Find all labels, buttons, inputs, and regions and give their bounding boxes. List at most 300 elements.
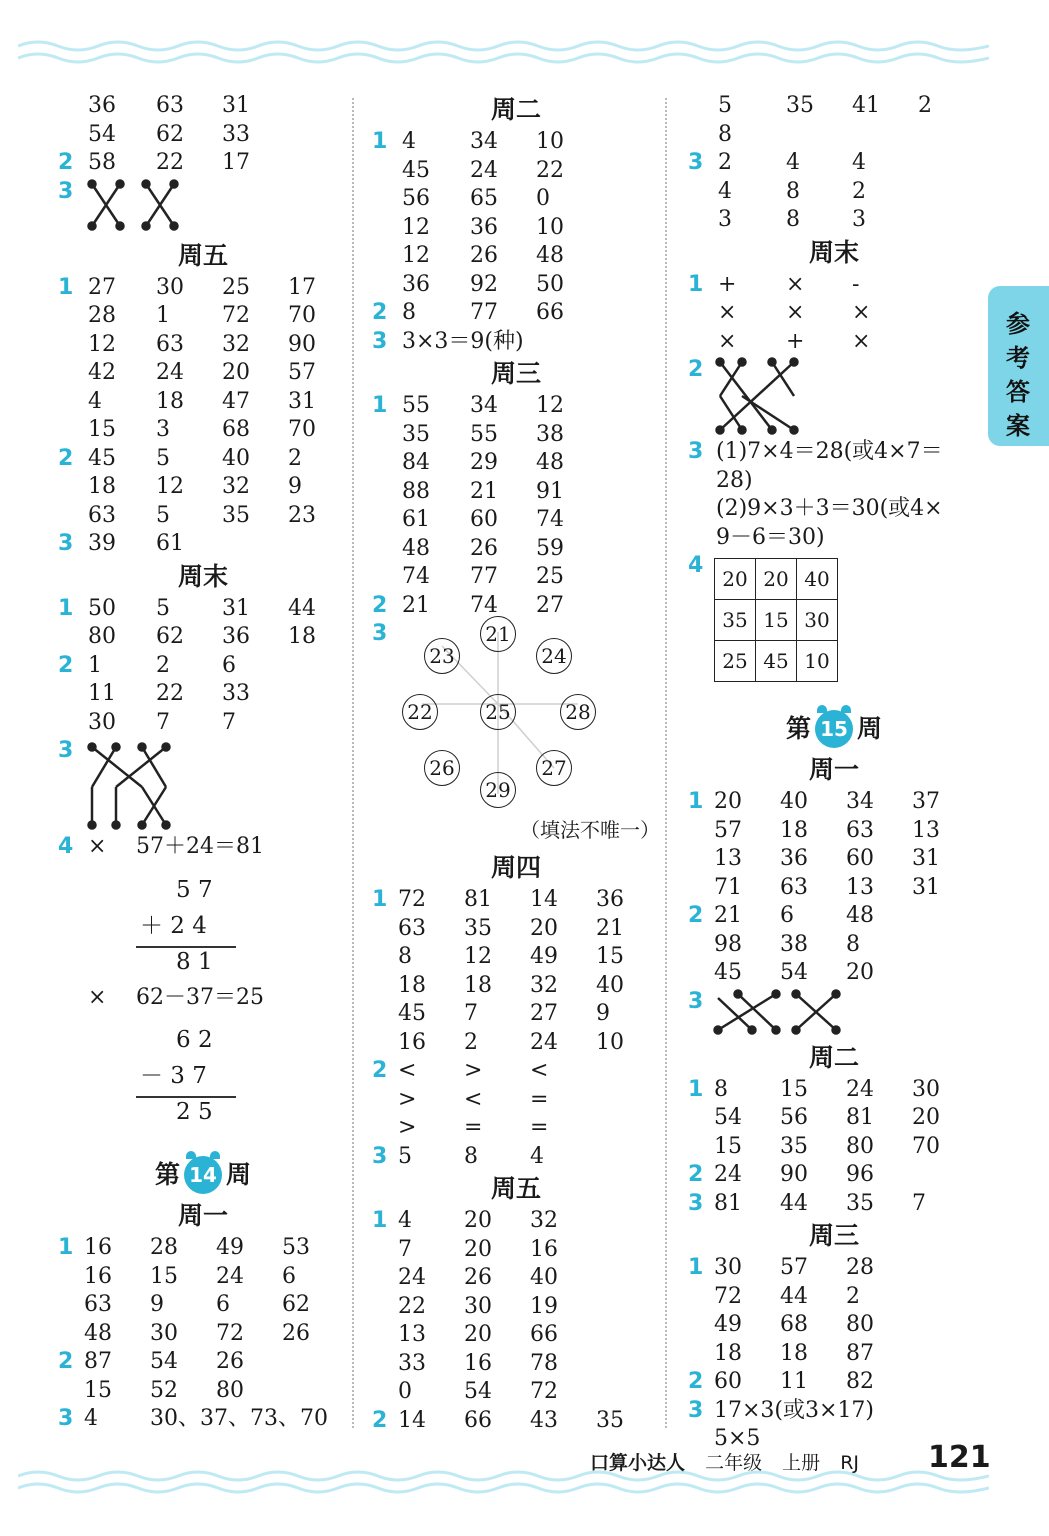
answer-value: 74 [470, 592, 498, 618]
answer-value: 7 [912, 1190, 926, 1216]
answer-value: < [398, 1058, 417, 1083]
week-suffix: 周 [857, 714, 883, 743]
answer-value: 55 [470, 421, 498, 447]
answer-value: 40 [780, 789, 808, 814]
answer-value: 5 [156, 445, 170, 471]
answer-value: 13 [398, 1322, 426, 1347]
vertical-addition [58, 872, 348, 984]
answer-value: 2 [852, 178, 866, 204]
answer-value: 66 [464, 1407, 492, 1433]
answer-value: 71 [714, 874, 742, 900]
corrected-equation: 62－37＝25 [136, 984, 264, 1010]
answer-value: 36 [780, 846, 808, 871]
answer-value: 8 [714, 1076, 728, 1102]
vertical-subtraction [58, 1022, 348, 1134]
answer-value: 61 [402, 507, 430, 532]
grid-cell: 30 [797, 600, 838, 641]
answer-value: 17 [222, 150, 250, 175]
answer-value: 13 [714, 846, 742, 871]
answer-value: 33 [222, 121, 250, 147]
question-number: 3 [372, 328, 388, 354]
answer-row [58, 652, 348, 681]
question-number: 3 [688, 1397, 704, 1423]
answer-row [58, 302, 348, 331]
answer-row [372, 1321, 660, 1350]
rows-group [688, 788, 980, 988]
answer-value: = [530, 1086, 549, 1112]
answer-value: 80 [846, 1312, 874, 1337]
answer-value: 59 [536, 535, 564, 561]
answer-value: 15 [714, 1133, 742, 1159]
answer-row [372, 1086, 660, 1115]
answer-value: 25 [536, 564, 564, 589]
answer-row [372, 1029, 660, 1058]
edition-label: RJ [840, 1452, 859, 1474]
answer-value: 40 [530, 1265, 558, 1290]
question-number: 3 [58, 178, 74, 204]
answer-row [372, 1236, 660, 1265]
answer-value: 77 [470, 564, 498, 589]
answer-value: 27 [530, 1001, 558, 1026]
answer-value: 62 [156, 121, 184, 147]
answer-row [58, 984, 348, 1013]
number-circle: 29 [480, 772, 516, 808]
question-number: 1 [372, 393, 388, 418]
answer-value: 53 [282, 1235, 310, 1260]
answer-row [372, 242, 660, 271]
answer-value: 48 [84, 1320, 112, 1346]
answer-value: 26 [464, 1265, 492, 1290]
answer-value: 57 [288, 360, 316, 385]
answer-value: 41 [852, 93, 880, 118]
vertical-operand: ＋ 2 4 [140, 912, 207, 939]
answer-row [58, 92, 348, 121]
answer-value: 32 [530, 1208, 558, 1233]
top-wave-border [18, 36, 989, 72]
answer-row [688, 524, 980, 553]
rows-group [372, 128, 660, 356]
answer-value: 68 [780, 1312, 808, 1337]
answer-value: 44 [288, 595, 316, 621]
answer-value: 72 [222, 303, 250, 328]
answer-row [688, 1340, 980, 1369]
answer-value: 18 [714, 1340, 742, 1366]
answer-row [58, 530, 348, 559]
answer-value: 15 [84, 1377, 112, 1403]
corrected-equation: 57＋24＝81 [136, 834, 264, 859]
answer-value: 0 [398, 1379, 412, 1404]
question-number: 3 [372, 1143, 388, 1169]
page-number: 121 [928, 1440, 991, 1475]
answer-row [58, 1405, 348, 1434]
week-heading [688, 706, 980, 752]
answer-row [58, 595, 348, 624]
answer-value: 27 [88, 274, 116, 300]
wrong-mark: × [88, 834, 107, 859]
question-number: 1 [372, 1208, 388, 1233]
answer-value: 1 [88, 652, 102, 678]
answer-value: 2 [288, 445, 302, 471]
number-circle: 26 [424, 750, 460, 786]
answer-value: 24 [714, 1162, 742, 1187]
answer-row [372, 972, 660, 1001]
answer-row [688, 495, 980, 524]
answer-row [688, 1397, 980, 1426]
answer-value: 47 [222, 388, 250, 414]
answer-row [688, 1076, 980, 1105]
answer-value: > [398, 1115, 417, 1140]
answer-value: 18 [88, 474, 116, 499]
answer-value: 2 [156, 652, 170, 678]
answer-value: 8 [786, 207, 800, 232]
answer-value: 80 [88, 624, 116, 649]
answer-value: 98 [714, 931, 742, 957]
answer-value: 80 [216, 1377, 244, 1403]
answer-value: 87 [846, 1340, 874, 1366]
answer-value: 22 [156, 150, 184, 175]
answer-value: 7 [156, 709, 170, 735]
answer-value: 91 [536, 478, 564, 504]
question-number: 1 [688, 1076, 704, 1102]
grid-cell: 20 [715, 559, 756, 600]
volume-label: 上册 [782, 1452, 821, 1474]
answer-row [688, 271, 980, 300]
answer-value: 57 [780, 1255, 808, 1280]
answer-value: 31 [912, 874, 940, 900]
rows-group [688, 1076, 980, 1219]
question-number: 2 [688, 903, 704, 928]
answer-row [688, 1190, 980, 1219]
answer-value: 5 [156, 502, 170, 528]
answer-value: < [530, 1058, 549, 1083]
answer-value: = [530, 1115, 549, 1140]
question-number: 3 [688, 1190, 704, 1216]
number-circle: 27 [536, 750, 572, 786]
number-circle: 24 [536, 638, 572, 674]
answer-value: 19 [530, 1293, 558, 1319]
answer-value: 54 [150, 1349, 178, 1374]
answer-value: 60 [470, 507, 498, 532]
answer-value: 28 [846, 1255, 874, 1280]
answer-value: 30 [714, 1255, 742, 1280]
answer-row [372, 563, 660, 592]
answer-value: 5 [156, 595, 170, 621]
question-number: 2 [58, 150, 74, 175]
answer-row [688, 149, 980, 178]
answer-value: 35 [402, 421, 430, 447]
day-heading: 周五 [177, 240, 228, 270]
answer-value: 58 [88, 150, 116, 175]
answer-row [688, 121, 980, 150]
answer-value: 74 [536, 507, 564, 532]
note-text: （填法不唯一） [520, 818, 660, 842]
matching-lines-figure [712, 988, 862, 1038]
answer-row [372, 392, 660, 421]
answer-value: 63 [398, 915, 426, 941]
grade-label: 二年级 [705, 1452, 763, 1474]
answer-row [688, 788, 980, 817]
answer-row [688, 1254, 980, 1283]
answer-row [688, 1161, 980, 1190]
day-heading: 周一 [177, 1201, 228, 1230]
answer-value: 20 [714, 789, 742, 814]
vertical-result: 8 1 [176, 948, 213, 975]
answer-value: 84 [402, 450, 430, 475]
day-heading: 周末 [808, 237, 859, 267]
answer-value: + [786, 328, 805, 354]
number-circle: 22 [402, 694, 438, 730]
answer-value: 54 [464, 1379, 492, 1404]
answer-value: 16 [398, 1029, 426, 1055]
answer-row [688, 874, 980, 903]
answer-row [688, 299, 980, 328]
question-number: 2 [372, 1407, 388, 1433]
question-number: 2 [688, 1162, 704, 1187]
answer-value: 61 [156, 531, 184, 556]
answer-row [372, 1407, 660, 1436]
answer-value: 9 [288, 474, 302, 499]
answer-value: 36 [596, 887, 624, 912]
answer-value: 20 [846, 960, 874, 985]
column-divider [665, 98, 667, 1428]
answer-column-1 [58, 92, 348, 1434]
question-number: 3 [372, 621, 388, 646]
answer-row [688, 1311, 980, 1340]
answer-value: 50 [88, 595, 116, 621]
answer-value: 18 [288, 624, 316, 649]
answer-value: 81 [846, 1105, 874, 1130]
question-number: 1 [372, 887, 388, 912]
answer-value: 63 [88, 502, 116, 528]
answer-row [58, 1291, 348, 1320]
question-number: 3 [58, 738, 74, 763]
answer-value: 36 [470, 214, 498, 240]
column-divider [352, 98, 354, 1428]
answer-value: 33 [398, 1350, 426, 1376]
answer-value: 32 [222, 331, 250, 357]
answer-value: 8 [718, 121, 732, 147]
answer-value: 36 [402, 271, 430, 297]
question-number: 3 [688, 439, 704, 464]
answer-row [372, 1000, 660, 1029]
answer-value: 5 [718, 93, 732, 118]
matching-lines-q3b [58, 737, 348, 833]
vertical-operand: － 3 7 [140, 1063, 207, 1089]
answer-value: 54 [714, 1105, 742, 1130]
answer-value: 11 [88, 681, 116, 706]
day-heading: 周一 [808, 755, 859, 784]
answer-row [372, 421, 660, 450]
answer-row [372, 214, 660, 243]
answer-row [58, 473, 348, 502]
question-number: 2 [58, 1349, 74, 1374]
answer-value: 26 [470, 243, 498, 268]
answer-row [58, 274, 348, 303]
answer-value: 10 [596, 1029, 624, 1055]
grid-cell: 35 [715, 600, 756, 641]
answer-value: 26 [216, 1349, 244, 1374]
answer-value: 70 [912, 1133, 940, 1159]
answer-value: 57 [714, 817, 742, 843]
rows-group [688, 271, 980, 357]
answer-value: 2 [464, 1029, 478, 1055]
answer-value: 78 [530, 1350, 558, 1376]
answer-value: 35 [222, 502, 250, 528]
answer-value: 77 [470, 300, 498, 325]
question-number: 1 [58, 274, 74, 300]
answer-value: × [786, 271, 805, 297]
answer-value: 11 [780, 1369, 808, 1394]
answer-row [688, 92, 980, 121]
answer-row [688, 1368, 980, 1397]
week-prefix: 第 [785, 714, 811, 743]
answer-row [58, 121, 348, 150]
answer-row [372, 886, 660, 915]
answer-row [372, 128, 660, 157]
answer-value: × [718, 328, 737, 354]
answer-value: 66 [530, 1322, 558, 1347]
answer-value: 17×3(或3×17) [714, 1397, 875, 1423]
answer-value: 56 [780, 1105, 808, 1130]
answer-row [372, 506, 660, 535]
answer-row [372, 328, 660, 357]
answer-value: 7 [222, 709, 236, 735]
answer-value: 55 [402, 393, 430, 418]
answer-key-side-tab [988, 286, 1049, 446]
answer-value: 12 [402, 243, 430, 268]
answer-value: × [718, 300, 737, 325]
question-number: 3 [58, 531, 74, 556]
answer-value: 7 [398, 1236, 412, 1262]
question-number: 3 [58, 1406, 74, 1431]
rows-group [372, 392, 660, 620]
answer-value: 30 [156, 274, 184, 300]
answer-value: 4 [786, 150, 800, 175]
answer-value: × [852, 328, 871, 354]
vertical-top: 6 2 [176, 1027, 213, 1053]
answer-value: 16 [530, 1236, 558, 1262]
answer-value: 12 [464, 944, 492, 969]
answer-value: 63 [846, 817, 874, 843]
answer-value: 68 [222, 417, 250, 442]
answer-row [372, 1378, 660, 1407]
answer-row [372, 915, 660, 944]
page-footer [590, 1448, 873, 1475]
grid-cell: 45 [756, 641, 797, 682]
answer-value: 18 [156, 388, 184, 414]
answer-value: 6 [780, 903, 794, 928]
answer-value: 7 [464, 1001, 478, 1026]
answer-value: 62 [156, 624, 184, 649]
answer-value: 20 [464, 1236, 492, 1262]
answer-value: 2 [718, 150, 732, 175]
answer-row [372, 1264, 660, 1293]
matching-lines-figure [86, 178, 206, 234]
answer-value: 44 [780, 1283, 808, 1309]
answer-value: 18 [780, 1340, 808, 1366]
matching-lines-figure [86, 737, 206, 831]
answer-value: 90 [288, 331, 316, 357]
question-number: 4 [58, 834, 74, 859]
rows-group [372, 886, 660, 1171]
answer-row [58, 1377, 348, 1406]
answer-value: 9 [150, 1292, 164, 1317]
answer-value: 3 [156, 417, 170, 442]
day-heading: 周三 [490, 359, 541, 388]
answer-value: 21 [470, 478, 498, 504]
answer-row [688, 817, 980, 846]
answer-value: 4 [852, 150, 866, 175]
matching-lines-figure [714, 356, 824, 436]
answer-value: 49 [530, 944, 558, 969]
answer-value: 50 [536, 271, 564, 297]
answer-value: 13 [912, 817, 940, 843]
side-tab-char: 考 [1006, 344, 1030, 372]
answer-value: 4 [88, 388, 102, 414]
answer-value: + [718, 271, 737, 297]
answer-value: 65 [470, 186, 498, 211]
answer-value: 29 [470, 450, 498, 475]
answer-value: 38 [536, 421, 564, 447]
answer-value: 9 [596, 1001, 610, 1026]
side-tab-char: 案 [1006, 412, 1030, 440]
answer-value: 5×5 [714, 1426, 761, 1451]
question-number: 1 [372, 129, 388, 154]
answer-value: 72 [216, 1320, 244, 1346]
question-number: 2 [372, 1058, 388, 1083]
question-number: 1 [688, 789, 704, 814]
answer-value: 15 [780, 1076, 808, 1102]
answer-value: > [398, 1086, 417, 1112]
answer-value: 90 [780, 1162, 808, 1187]
answer-value: > [464, 1058, 483, 1083]
answer-row [688, 959, 980, 988]
question-number: 1 [688, 271, 704, 297]
answer-value: 21 [402, 592, 430, 618]
answer-value: 24 [846, 1076, 874, 1102]
answer-value: 88 [402, 478, 430, 504]
answer-value: 40 [222, 445, 250, 471]
answer-value: 16 [464, 1350, 492, 1376]
answer-value: 15 [88, 417, 116, 442]
question-number: 4 [688, 553, 704, 578]
answer-value: 38 [780, 931, 808, 957]
answer-value: 22 [398, 1293, 426, 1319]
answer-value: 56 [402, 186, 430, 211]
answer-value: 8 [402, 300, 416, 325]
answer-row [688, 902, 980, 931]
grid-cell: 20 [756, 559, 797, 600]
answer-value: 31 [222, 93, 250, 118]
answer-value: 4 [398, 1208, 412, 1233]
side-tab-char: 答 [1006, 378, 1030, 406]
answer-value: 31 [288, 388, 316, 414]
answer-value: 92 [470, 271, 498, 297]
answer-value: 15 [150, 1263, 178, 1289]
answer-value: 72 [398, 887, 426, 912]
answer-value: 60 [846, 846, 874, 871]
answer-value: 34 [470, 129, 498, 154]
rows-group [58, 92, 348, 178]
answer-value: 62 [282, 1292, 310, 1317]
answer-value: 30 [464, 1293, 492, 1319]
answer-value: 39 [88, 531, 116, 556]
answer-value: 48 [536, 450, 564, 475]
magic-square [688, 552, 980, 686]
answer-value: 70 [288, 417, 316, 442]
question-number: 1 [58, 595, 74, 621]
question-number: 2 [372, 300, 388, 325]
